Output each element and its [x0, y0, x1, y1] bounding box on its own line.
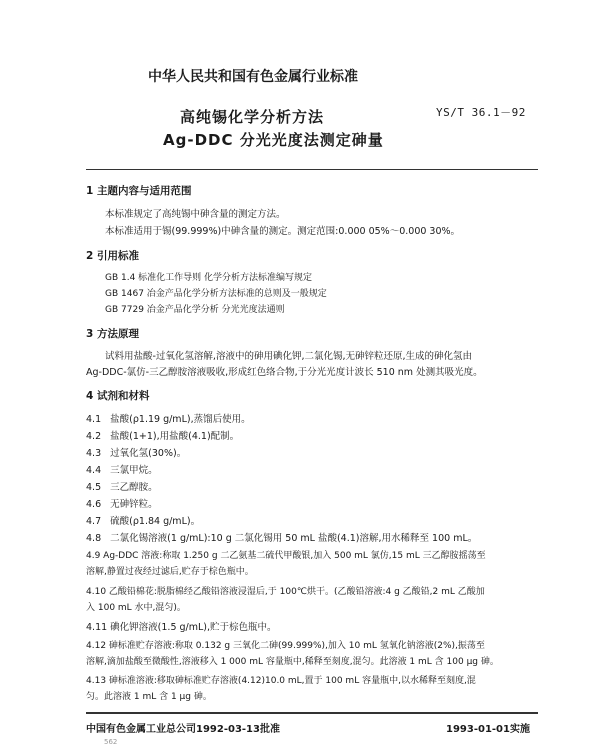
- page-number: 562: [104, 738, 118, 746]
- reagent-item: 4.5 三乙醇胺。: [86, 482, 158, 493]
- bottom-rule: [86, 712, 538, 714]
- reagent-4-12-line-2: 溶解,滴加盐酸至微酸性,溶液移入 1 000 mL 容量瓶中,稀释至刻度,混匀。此溶液 1 mL 含 100 μg 砷。: [86, 657, 499, 667]
- standard-header: 中华人民共和国有色金属行业标准: [148, 69, 358, 85]
- title-line-1: 高纯锡化学分析方法: [180, 108, 325, 126]
- reagent-4-10-line-2: 入 100 mL 水中,混匀)。: [86, 603, 186, 613]
- reagent-4-10-line-1: 4.10 乙酸铅棉花:脱脂棉经乙酸铅溶液浸湿后,于 100℃烘干。(乙酸铅溶液:4 g 乙酸铅,2 mL 乙酸加: [86, 587, 485, 597]
- reference-item: GB 7729 冶金产品化学分析 分光光度法通则: [105, 305, 285, 315]
- approval-date: 中国有色金属工业总公司1992-03-13批准: [86, 724, 280, 735]
- section-1-line-1: 本标准规定了高纯锡中砷含量的测定方法。: [105, 209, 286, 220]
- reagent-4-12-line-1: 4.12 砷标准贮存溶液:称取 0.132 g 三氧化二砷(99.999%),加入 10 mL 氢氧化钠溶液(2%),振荡至: [86, 641, 485, 651]
- reagent-item: 4.1 盐酸(ρ1.19 g/mL),蒸馏后使用。: [86, 414, 251, 425]
- title-line-2: Ag-DDC 分光光度法测定砷量: [163, 131, 384, 149]
- reference-item: GB 1.4 标准化工作导则 化学分析方法标准编写规定: [105, 273, 313, 283]
- reagent-item: 4.6 无砷锌粒。: [86, 499, 158, 510]
- section-2-heading: 2 引用标准: [86, 250, 139, 262]
- reagent-item: 4.7 硫酸(ρ1.84 g/mL)。: [86, 516, 201, 527]
- reagent-item: 4.4 三氯甲烷。: [86, 465, 158, 476]
- reagent-item: 4.3 过氧化氢(30%)。: [86, 448, 187, 459]
- reagent-item: 4.8 二氯化锡溶液(1 g/mL):10 g 二氯化锡用 50 mL 盐酸(4.1)溶解,用水稀释至 100 mL。: [86, 533, 478, 544]
- section-1-heading: 1 主题内容与适用范围: [86, 185, 192, 197]
- reagent-4-9-line-2: 溶解,静置过夜经过滤后,贮存于棕色瓶中。: [86, 567, 254, 577]
- implementation-date: 1993-01-01实施: [446, 724, 530, 735]
- standard-number: YS/T 36.1－92: [436, 106, 526, 119]
- reference-item: GB 1467 冶金产品化学分析方法标准的总则及一般规定: [105, 289, 327, 299]
- reagent-4-9-line-1: 4.9 Ag-DDC 溶液:称取 1.250 g 二乙氨基二硫代甲酸银,加入 500 mL 氯仿,15 mL 三乙醇胺摇荡至: [86, 551, 486, 561]
- section-1-line-2: 本标准适用于锡(99.999%)中砷含量的测定。测定范围:0.000 05%～0.000 30%。: [105, 226, 461, 237]
- section-3-line-1: 试料用盐酸-过氧化氢溶解,溶液中的砷用碘化钾,二氯化锡,无砷锌粒还原,生成的砷化氢由: [105, 351, 473, 362]
- reagent-item: 4.2 盐酸(1+1),用盐酸(4.1)配制。: [86, 431, 240, 442]
- reagent-4-13-line-2: 匀。此溶液 1 mL 含 1 μg 砷。: [86, 692, 212, 702]
- reagent-4-13-line-1: 4.13 砷标准溶液:移取砷标准贮存溶液(4.12)10.0 mL,置于 100 mL 容量瓶中,以水稀释至刻度,混: [86, 676, 476, 686]
- section-3-line-2: Ag-DDC-氯仿-三乙醇胺溶液吸收,形成红色络合物,于分光光度计波长 510 nm 处测其吸光度。: [86, 367, 483, 378]
- reagent-4-11: 4.11 碘化钾溶液(1.5 g/mL),贮于棕色瓶中。: [86, 622, 277, 633]
- section-4-heading: 4 试剂和材料: [86, 390, 150, 402]
- top-rule: [86, 169, 538, 170]
- section-3-heading: 3 方法原理: [86, 328, 139, 340]
